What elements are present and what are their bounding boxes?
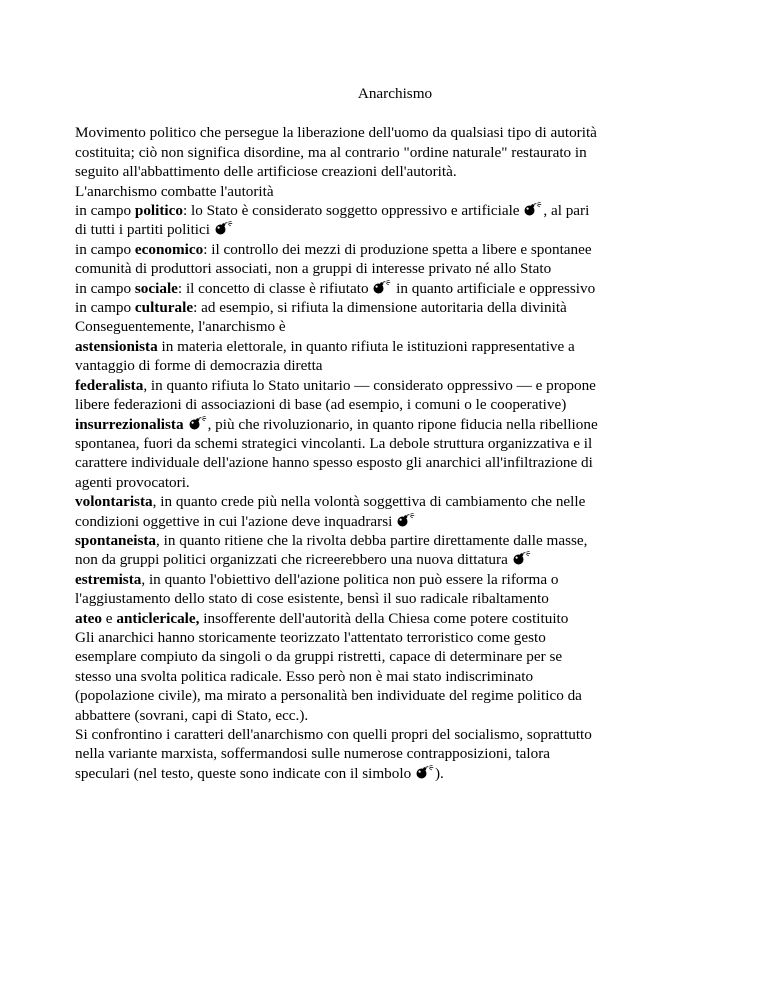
spontaneista-line-2: non da gruppi politici organizzati che ricreerebbero una nuova dittatura	[75, 550, 715, 569]
campo-politico-line: in campo politico: lo Stato è considerato soggetto oppressivo e artificiale , al pari	[75, 202, 590, 220]
term-spontaneista: spontaneista	[75, 531, 157, 549]
spontaneista-line: spontaneista, in quanto ritiene che la rivolta debba partire direttamente dalle masse,	[75, 531, 588, 549]
ateo-line: ateo e anticlericale, insofferente dell'autorità della Chiesa come potere costituito	[75, 609, 569, 627]
volontarista-line: volontarista, in quanto crede più nella volontà soggettiva di cambiamento che nelle	[75, 493, 586, 511]
conseguentemente-line: Conseguentemente, l'anarchismo è	[75, 318, 286, 336]
volontarista-line-2: condizioni oggettive in cui l'azione deve inquadrarsi	[75, 512, 715, 531]
confronto-line: Si confrontino i caratteri dell'anarchismo con quelli propri del socialismo, soprattutto	[75, 726, 592, 743]
federalista-line-2: libere federazioni di associazioni di base (ad esempio, i comuni o le cooperative)	[75, 396, 567, 414]
bomb-icon	[215, 221, 233, 235]
insurrezionalista-line-2: spontanea, fuori da schemi strategici vincolanti. La debole struttura organizzativa e il	[75, 434, 593, 452]
term-estremista: estremista	[75, 570, 142, 588]
insurrezionalista-line: insurrezionalista , più che rivoluzionario, in quanto ripone fiducia nella ribellione	[75, 415, 598, 433]
campo-economico-line: in campo economico: il controllo dei mezzi di produzione spetta a libere e spontanee	[75, 240, 592, 258]
term-economico: economico	[134, 240, 204, 258]
combatte-line: L'anarchismo combatte l'autorità	[75, 182, 274, 200]
bomb-icon	[189, 416, 207, 430]
term-insurrezionalista: insurrezionalista	[75, 415, 184, 433]
campo-culturale-line: in campo culturale: ad esempio, si rifiuta la dimensione autoritaria della divinità	[75, 299, 567, 317]
term-astensionista: astensionista	[75, 337, 158, 355]
term-ateo: ateo	[75, 609, 102, 627]
federalista-line: federalista, in quanto rifiuta lo Stato unitario — considerato oppressivo — e propone	[75, 376, 596, 394]
attentato-line: stesso una svolta politica radicale. Esso però non è mai stato indiscriminato	[75, 667, 534, 685]
term-volontarista: volontarista	[75, 493, 153, 511]
intro-line: Movimento politico che persegue la liberazione dell'uomo da qualsiasi tipo di autorità	[75, 124, 597, 142]
document-title: Anarchismo	[357, 85, 433, 102]
campo-economico-line-2: comunità di produttori associati, non a gruppi di interesse privato né allo Stato	[75, 260, 552, 278]
attentato-line: esemplare compiuto da singoli o da gruppi ristretti, capace di determinare per se	[75, 648, 563, 666]
attentato-line: Gli anarchici hanno storicamente teorizzato l'attentato terroristico come gesto	[75, 628, 546, 646]
attentato-line: abbattere (sovrani, capi di Stato, ecc.).	[75, 706, 309, 724]
bomb-icon	[416, 765, 434, 779]
bomb-icon	[524, 202, 542, 216]
campo-politico-line-2: di tutti i partiti politici	[75, 220, 715, 239]
term-federalista: federalista	[75, 376, 144, 394]
intro-line: seguito all'abbattimento delle artificiose creazioni dell'autorità.	[75, 163, 457, 181]
confronto-line-3: speculari (nel testo, queste sono indicate con il simbolo ).	[75, 764, 444, 782]
bomb-icon	[397, 513, 415, 527]
estremista-line: estremista, in quanto l'obiettivo dell'azione politica non può essere la riforma o	[75, 570, 559, 588]
term-politico: politico	[134, 202, 183, 220]
term-sociale: sociale	[134, 279, 178, 297]
confronto-line: nella variante marxista, soffermandosi sulle numerose contrapposizioni, talora	[75, 745, 551, 763]
bomb-icon	[513, 551, 531, 565]
estremista-line-2: l'aggiustamento dello stato di cose esistente, bensì il suo radicale ribaltamento	[75, 590, 549, 608]
attentato-line: (popolazione civile), ma mirato a personalità ben individuate del regime politico da	[75, 687, 582, 705]
term-anticlericale: anticlericale,	[116, 609, 200, 627]
document-page	[75, 84, 715, 783]
campo-sociale-line: in campo sociale: il concetto di classe è rifiutato in quanto artificiale e oppressivo	[75, 279, 596, 297]
term-culturale: culturale	[134, 299, 194, 317]
intro-line: costituita; ciò non significa disordine, ma al contrario "ordine naturale" restaurato in	[75, 143, 587, 161]
astensionista-line-2: vantaggio di forme di democrazia diretta	[75, 357, 323, 375]
bomb-icon	[373, 280, 391, 294]
insurrezionalista-line-3: carattere individuale dell'azione hanno spesso esposto gli anarchici all'infiltrazione di	[75, 454, 593, 472]
insurrezionalista-line-4: agenti provocatori.	[75, 473, 190, 491]
astensionista-line: astensionista in materia elettorale, in quanto rifiuta le istituzioni rappresentative a	[75, 337, 575, 355]
